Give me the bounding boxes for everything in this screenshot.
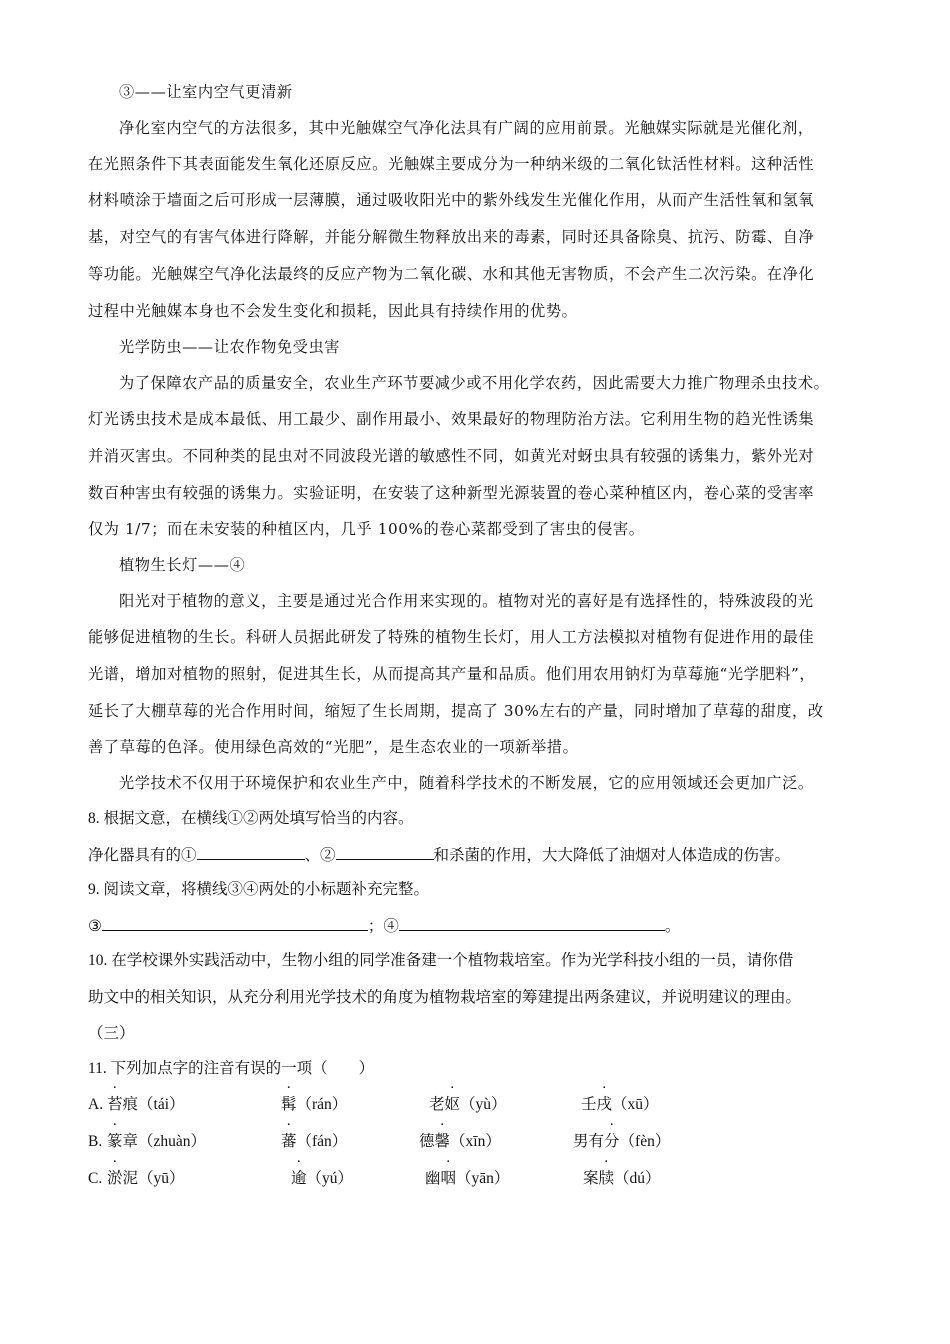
paragraph-line: 为了保障农产品的质量安全，农业生产环节要减少或不用化学农药，因此需要大力推广物理杀虫技术。 [119,374,830,392]
answer-blank-4[interactable] [399,914,665,931]
option-a-item-3 [429,1094,507,1116]
option-b-item-1 [107,1131,206,1153]
suffix-text: 泥（yū） [122,1170,185,1187]
paragraph-line: 仅为 1/7；而在未安装的种植区内，几乎 100%的卷心菜都受到了害虫的侵害。 [88,520,645,538]
prefix-text: 老 [429,1096,445,1113]
option-b-label[interactable]: B. [88,1133,103,1150]
suffix-text: （fán） [296,1133,348,1150]
paragraph-line: 基，对空气的有害气体进行降解，并能分解微生物释放出来的毒素，同时还具备除臭、抗污、防霉、自净 [88,228,815,246]
option-a-item-4 [581,1094,659,1116]
answer-blank-3[interactable] [102,914,368,931]
suffix-text: （rán） [296,1096,348,1113]
option-c-item-4 [583,1168,661,1190]
q8-text-b: 、② [304,847,336,864]
paragraph-line: 阳光对于植物的意义，主要是通过光合作用来实现的。植物对光的喜好是有选择性的，特殊波段的光 [119,592,814,610]
dotted-char: 妪 [444,1096,461,1113]
prefix-text: 男有 [573,1133,605,1150]
question-10-line: 助文中的相关知识，从充分利用光学技术的角度为植物栽培室的筹建提出两条建议，并说明建议的理由。 [88,989,802,1006]
dotted-char: 分 [604,1133,620,1150]
option-a-label[interactable]: A. [88,1096,104,1113]
section-three-heading: （三） [88,1025,135,1042]
suffix-text: （yù） [460,1096,507,1113]
paragraph-line: 灯光诱虫技术是成本最低、用工最少、副作用最小、效果最好的物理防治方法。它利用生物的趋光性诱集 [88,410,815,428]
option-b-item-4 [573,1131,670,1153]
paragraph-line: 光谱，增加对植物的照射，促进其生长，从而提高其产量和品质。他们用农用钠灯为草莓施“光学肥料”， [88,665,816,683]
paragraph-line: 并消灭害虫。不同种类的昆虫对不同波段光谱的敏感性不同，如黄光对蚜虫具有较强的诱集力，紫外光对 [88,447,815,465]
q8-text-c: 和杀菌的作用，大大降低了油烟对人体造成的伤害。 [433,847,791,864]
q9-text-b: ；④ [367,918,399,935]
option-a-item-1 [107,1094,185,1116]
dotted-char: 逾 [291,1170,307,1187]
subtitle-lamp: 植物生长灯——④ [119,556,246,574]
q9-text-c: 。 [664,918,681,935]
paragraph-line: 能够促进植物的生长。科研人员据此研发了特殊的植物生长灯，用人工方法模拟对植物有促进作用的最佳 [88,628,815,646]
suffix-text: 章（zhuàn） [122,1133,207,1150]
option-c-item-2 [291,1168,353,1190]
dotted-char: 髯 [281,1096,297,1113]
suffix-text: （yú） [306,1170,354,1187]
paragraph-line: 延长了大棚草莓的光合作用时间，缩短了生长周期，提高了 30%左右的产量，同时增加了草莓的甜度，改 [88,702,824,720]
suffix-text: （fèn） [619,1133,671,1150]
dotted-char: 篆 [107,1133,123,1150]
dotted-char: 馨 [434,1133,451,1150]
prefix-text: 幽 [425,1170,441,1187]
answer-blank-1[interactable] [197,843,305,860]
question-9-fill [88,914,680,938]
answer-blank-2[interactable] [336,843,434,860]
paragraph-line: 善了草莓的色泽。使用绿色高效的“光肥”，是生态农业的一项新举措。 [88,738,579,756]
paragraph-line: 过程中光触媒本身也不会发生变化和损耗，因此具有持续作用的优势。 [88,302,578,320]
suffix-text: （dú） [614,1170,661,1187]
paragraph-line: 在光照条件下其表面能发生氧化还原反应。光触媒主要成分为一种纳米级的二氧化钛活性材料。这种活性 [88,155,815,173]
suffix-text: （xīn） [450,1133,501,1150]
q9-text-a: ③ [88,918,102,935]
dotted-char: 苔 [107,1096,123,1113]
dotted-char: 淤 [107,1170,123,1187]
prefix-text: 德 [419,1133,435,1150]
option-c-item-3 [425,1168,509,1190]
option-c-label[interactable]: C. [88,1170,103,1187]
paragraph-line: 净化室内空气的方法很多，其中光触媒空气净化法具有广阔的应用前景。光触媒实际就是光催化剂， [119,119,814,137]
dotted-char: 咽 [440,1170,457,1187]
question-8-fill [88,843,790,867]
option-b-item-2 [281,1131,347,1153]
paragraph-line: 光学技术不仅用于环境保护和农业生产中，随着科学技术的不断发展，它的应用领域还会更加广泛。 [119,774,814,792]
question-10-line: 10. 在学校课外实践活动中，生物小组的同学准备建一个植物栽培室。作为光学科技小组的一员，请你借 [88,952,794,969]
paragraph-line: 材料喷涂于墙面之后可形成一层薄膜，通过吸收阳光中的紫外线发生光催化作用，从而产生活性氧和氢氧 [88,191,815,209]
q8-text-a: 净化器具有的① [88,847,197,864]
paragraph-line: 等功能。光触媒空气净化法最终的反应产物为二氧化碳、水和其他无害物质，不会产生二次污染。在净化 [88,265,815,283]
subtitle-air: ③——让室内空气更清新 [119,83,293,101]
suffix-text: （xū） [612,1096,659,1113]
question-9-prompt: 9. 阅读文章，将横线③④两处的小标题补充完整。 [88,881,430,898]
option-c-item-1 [107,1168,185,1190]
option-b-item-3 [419,1131,501,1153]
dotted-char: 戌 [596,1096,613,1113]
suffix-text: 痕（tái） [122,1096,185,1113]
question-8-prompt: 8. 根据文意，在横线①②两处填写恰当的内容。 [88,810,414,827]
prefix-text: 案 [583,1170,599,1187]
question-11-prompt: 11. 下列加点字的注音有误的一项（ ） [88,1060,375,1077]
suffix-text: （yān） [456,1170,510,1187]
prefix-text: 壬 [581,1096,597,1113]
paragraph-line: 数百种害虫有较强的诱集力。实验证明，在安装了这种新型光源装置的卷心菜种植区内，卷心菜的受害率 [88,484,815,502]
dotted-char: 牍 [598,1170,615,1187]
dotted-char: 蕃 [281,1133,297,1150]
subtitle-insect: 光学防虫——让农作物免受虫害 [119,338,341,356]
option-a-item-2 [281,1094,347,1116]
